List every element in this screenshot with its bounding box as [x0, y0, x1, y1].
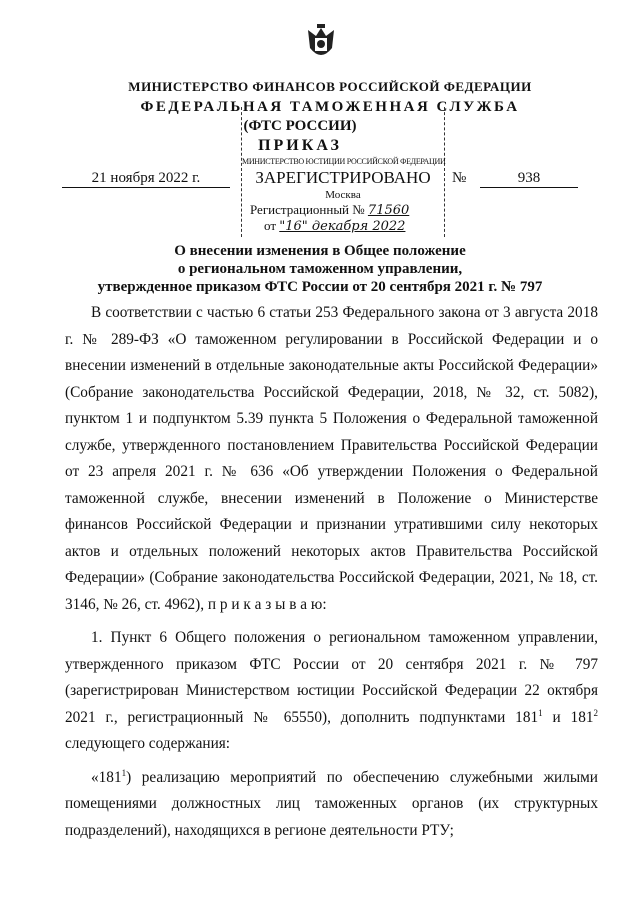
date-prefix: от [264, 218, 277, 233]
city: Москва [325, 189, 361, 201]
stamp-date-line [264, 219, 405, 235]
text: и 181 [542, 708, 594, 726]
superscript: 1 [121, 767, 127, 778]
service-abbr: (ФТС РОССИИ) [243, 118, 357, 134]
number-label: № [452, 170, 467, 186]
reg-number: 71560 [367, 203, 410, 218]
title-line: о региональном таможенном управлении, [177, 261, 463, 277]
text: ) реализацию мероприятий по обеспечению служебными жилыми помещениями должностных лиц таможенных органов (их структурных подразделений), находящихся в регионе деятельности РТУ; [65, 768, 598, 839]
stamp-ministry: МИНИСТЕРСТВО ЮСТИЦИИ РОССИЙСКОЙ ФЕДЕРАЦИИ [242, 157, 446, 166]
registration-stamp [241, 107, 445, 237]
text: 1. Пункт 6 Общего положения о региональном таможенном управлении, утвержденного приказом ФТС России от 20 сентября 2021 г. № 797 (зарегистрирован Министерством юстиции Российской Федерации 22 октября 2021 г., регистрационный № 65550), дополнить подпунктами 181 [65, 629, 598, 726]
title-line: утвержденное приказом ФТС России от 20 сентября 2021 г. № 797 [97, 279, 543, 295]
paragraph-preamble: В соответствии с частью 6 статьи 253 Федерального закона от 3 августа 2018 г. № 289-ФЗ «О таможенном регулировании в Российской Федерации и о внесении изменений в отдельные законодательные акты Российской Федерации» (Собрание законодательства Российской Федерации, 2018, № 32, ст. 5082), пунктом 1 и подпунктом 5.39 пункта 5 Положения о Федеральной таможенной службе, утвержденного постановлением Правительства Российской Федерации от 23 апреля 2021 г. № 636 «Об утверждении Положения о Федеральной таможенной службе, внесении изменений в Положение о Министерстве финансов Российской Федерации и признании утратившими силу некоторых актов и отдельных положений некоторых актов Правительства Российской Федерации» (Собрание законодательства Российской Федерации, 2021, № 18, ст. 3146, № 26, ст. 4962), п р и к а з ы в а ю: [65, 304, 598, 613]
doc-type: ПРИКАЗ [258, 137, 342, 154]
reg-label: Регистрационный № [250, 202, 365, 217]
order-body [65, 300, 598, 851]
service-name: ФЕДЕРАЛЬНАЯ ТАМОЖЕННАЯ СЛУЖБА [140, 99, 520, 115]
order-date: 21 ноября 2022 г. [62, 170, 230, 188]
ministry-name: МИНИСТЕРСТВО ФИНАНСОВ РОССИЙСКОЙ ФЕДЕРАЦИИ [128, 79, 532, 94]
order-number: 938 [480, 170, 578, 188]
text: «181 [91, 768, 122, 786]
stamp-reg-line [250, 203, 409, 219]
order-title [0, 242, 640, 296]
reg-date: "16" декабря 2022 [279, 219, 406, 234]
coat-of-arms-emblem [302, 22, 340, 66]
paragraph-item-1 [65, 625, 598, 758]
paragraph-subitem-181-1 [65, 765, 598, 845]
title-line: О внесении изменения в Общее положение [174, 243, 466, 259]
superscript: 2 [593, 707, 599, 718]
superscript: 1 [538, 707, 543, 718]
text: следующего содержания: [65, 735, 231, 752]
stamp-registered: ЗАРЕГИСТРИРОВАНО [255, 168, 431, 187]
